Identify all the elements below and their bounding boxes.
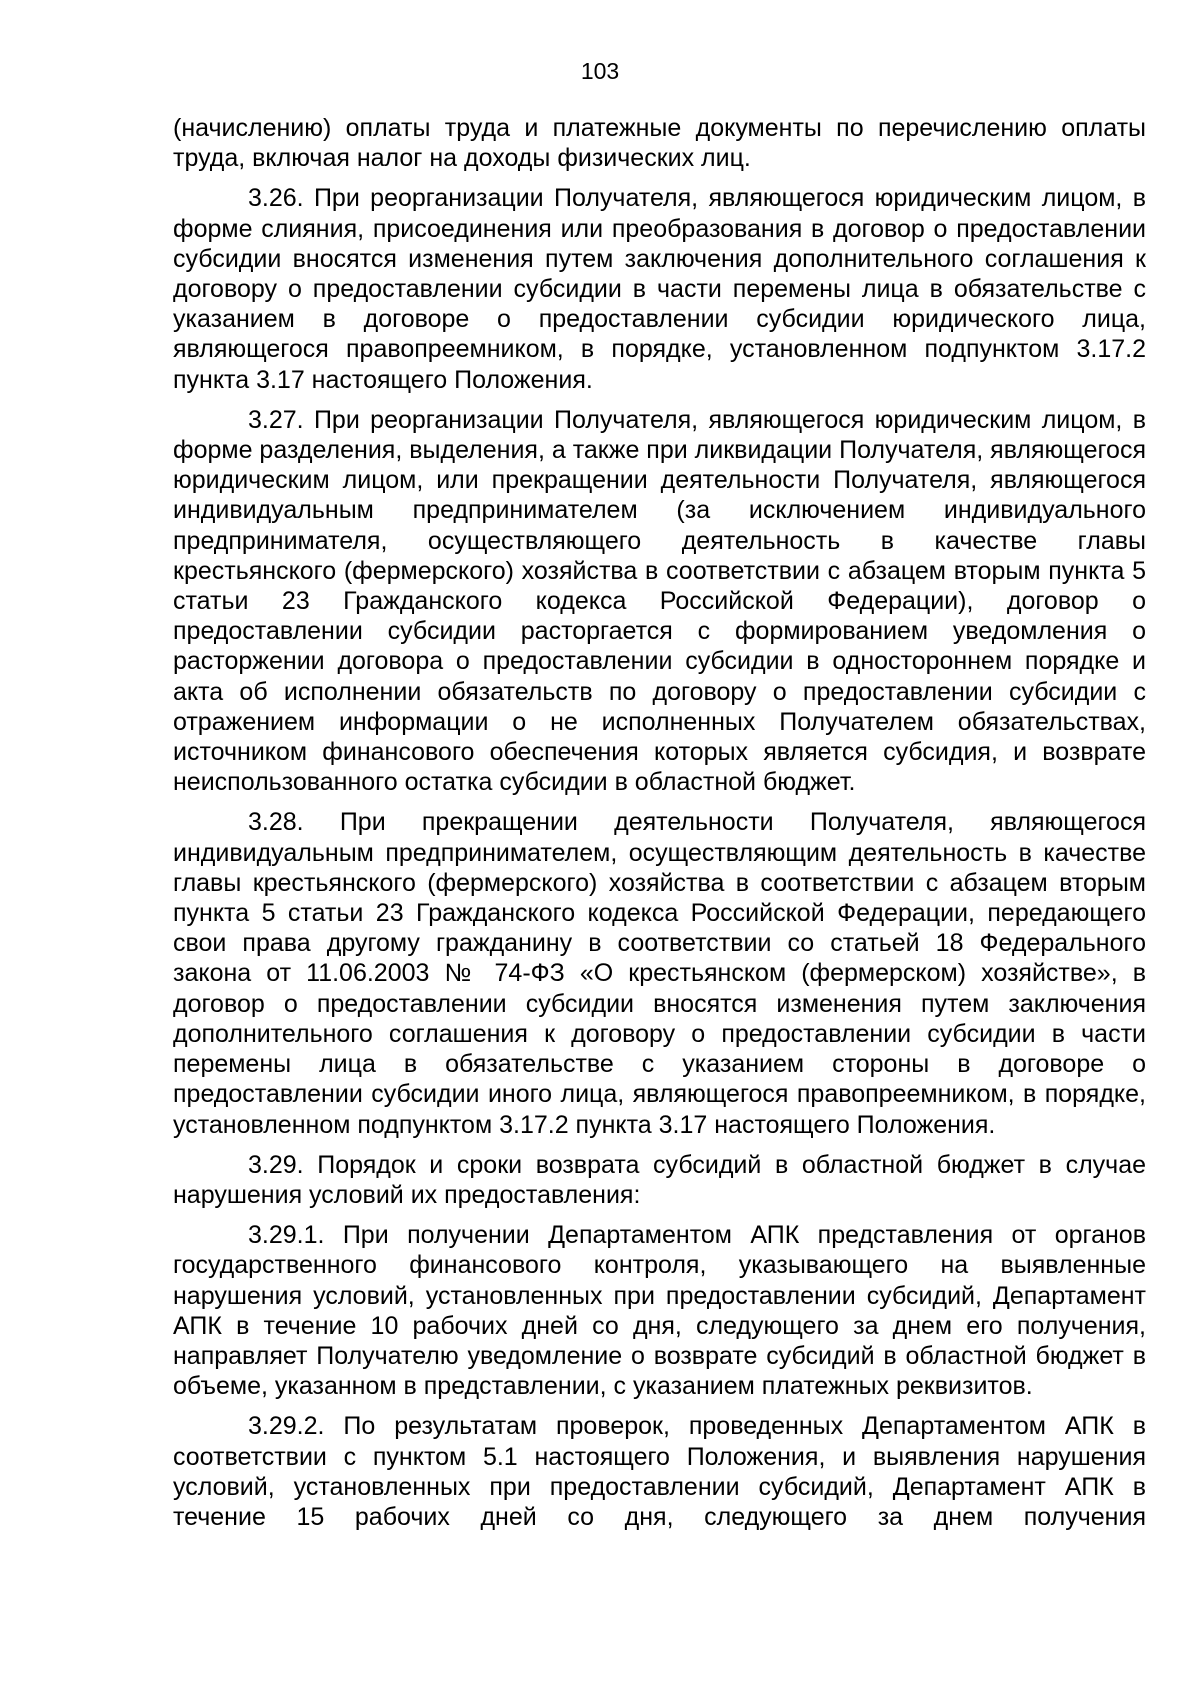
paragraph-3-26: 3.26. При реорганизации Получателя, являющегося юридическим лицом, в форме слияния, присоединения или преобразования в договор о предоставлении субсидии вносятся изменения путем заключения дополнительного соглашения к договору о предоставлении субсидии в части перемены лица в обязательстве с указанием в договоре о предоставлении субсидии юридического лица, являющегося правопреемником, в порядке, установленном подпунктом 3.17.2 пункта 3.17 настоящего Положения.	[173, 184, 1146, 394]
paragraph-3-29-2: 3.29.2. По результатам проверок, проведенных Департаментом АПК в соответствии с пунктом 5.1 настоящего Положения, и выявления нарушения условий, установленных при предоставлении субсидий, Департамент АПК в течение 15 рабочих дней со дня, следующего за днем получения	[173, 1412, 1146, 1531]
paragraph-3-28: 3.28. При прекращении деятельности Получателя, являющегося индивидуальным предпринимателем, осуществляющим деятельность в качестве главы крестьянского (фермерского) хозяйства в соответствии с абзацем вторым пункта 5 статьи 23 Гражданского кодекса Российской Федерации, передающего свои права другому гражданину в соответствии со статьей 18 Федерального закона от 11.06.2003 № 74-ФЗ «О крестьянском (фермерском) хозяйстве», в договор о предоставлении субсидии вносятся изменения путем заключения дополнительного соглашения к договору о предоставлении субсидии в части перемены лица в обязательстве с указанием стороны в договоре о предоставлении субсидии иного лица, являющегося правопреемником, в порядке, установленном подпунктом 3.17.2 пункта 3.17 настоящего Положения.	[173, 808, 1146, 1139]
paragraph-3-29-1: 3.29.1. При получении Департаментом АПК представления от органов государственного финансового контроля, указывающего на выявленные нарушения условий, установленных при предоставлении субсидий, Департамент АПК в течение 10 рабочих дней со дня, следующего за днем его получения, направляет Получателю уведомление о возврате субсидий в областной бюджет в объеме, указанном в представлении, с указанием платежных реквизитов.	[173, 1221, 1146, 1401]
paragraph-continuation: (начислению) оплаты труда и платежные документы по перечислению оплаты труда, включая налог на доходы физических лиц.	[173, 114, 1146, 173]
paragraph-3-27: 3.27. При реорганизации Получателя, являющегося юридическим лицом, в форме разделения, выделения, а также при ликвидации Получателя, являющегося юридическим лицом, или прекращении деятельности Получателя, являющегося индивидуальным предпринимателем (за исключением индивидуального предпринимателя, осуществляющего деятельность в качестве главы крестьянского (фермерского) хозяйства в соответствии с абзацем вторым пункта 5 статьи 23 Гражданского кодекса Российской Федерации), договор о предоставлении субсидии расторгается с формированием уведомления о расторжении договора о предоставлении субсидии в одностороннем порядке и акта об исполнении обязательств по договору о предоставлении субсидии с отражением информации о не исполненных Получателем обязательствах, источником финансового обеспечения которых является субсидия, и возврате неиспользованного остатка субсидии в областной бюджет.	[173, 405, 1146, 797]
document-body	[173, 113, 1146, 1542]
paragraph-3-29: 3.29. Порядок и сроки возврата субсидий в областной бюджет в случае нарушения условий их предоставления:	[173, 1150, 1146, 1209]
page-number: 103	[580, 58, 620, 84]
